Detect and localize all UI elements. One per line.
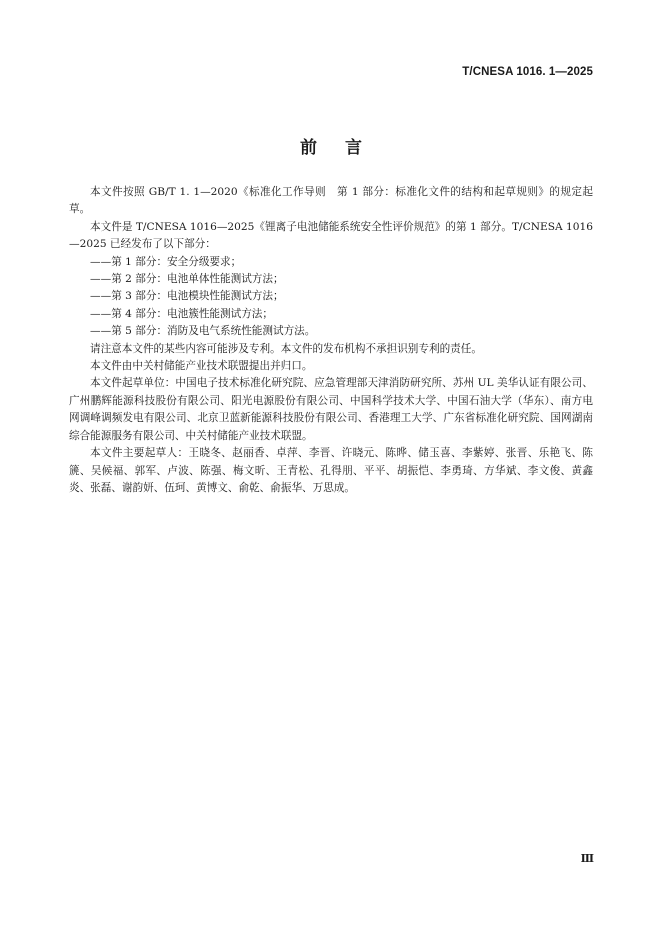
page-title: 前言 xyxy=(300,138,390,158)
list-item-part-1: ——第 1 部分：安全分级要求； xyxy=(90,255,242,268)
page-number: Ⅲ xyxy=(580,852,594,865)
list-item-part-5: ——第 5 部分：消防及电气系统性能测试方法。 xyxy=(90,325,316,338)
paragraph-drafting-units: 本文件起草单位：中国电子技术标准化研究院、应急管理部天津消防研究所、苏州 UL 美华认证有限公司、广州鹏辉能源科技股份有限公司、阳光电源股份有限公司、中国科学技术大学、中国石油大学（华东）、南方电网调峰调频发电有限公司、北京卫蓝新能源科技股份有限公司、香港理工大学、广东省标准化研究院、国网湖南综合能源服务有限公司、中关村储能产业技术联盟。 xyxy=(69,377,593,442)
paragraph-patent-notice: 请注意本文件的某些内容可能涉及专利。本文件的发布机构不承担识别专利的责任。 xyxy=(90,342,482,355)
document-code: T/CNESA 1016. 1—2025 xyxy=(462,66,593,78)
list-item-part-2: ——第 2 部分：电池单体性能测试方法； xyxy=(90,273,284,286)
paragraph-drafting-rules: 本文件按照 GB/T 1. 1—2020《标准化工作导则 第 1 部分：标准化文件的结构和起草规则》的规定起草。 xyxy=(69,186,593,216)
paragraph-proposer: 本文件由中关村储能产业技术联盟提出并归口。 xyxy=(90,360,313,373)
document-body xyxy=(69,184,593,497)
paragraph-drafters: 本文件主要起草人：王晓冬、赵丽香、卓萍、李晋、许晓元、陈晔、储玉喜、李紫婷、张晋、乐艳飞、陈篪、吴候福、郭军、卢波、陈强、梅文昕、王青松、孔得朋、平平、胡振恺、李勇琦、方华斌、李文俊、黄鑫炎、张磊、谢韵妍、伍珂、黄博文、俞乾、俞振华、万思成。 xyxy=(69,447,593,494)
list-item-part-3: ——第 3 部分：电池模块性能测试方法； xyxy=(90,290,284,303)
paragraph-part-intro: 本文件是 T/CNESA 1016—2025《锂离子电池储能系统安全性评价规范》的第 1 部分。T/CNESA 1016—2025 已经发布了以下部分： xyxy=(69,220,593,251)
list-item-part-4: ——第 4 部分：电池簇性能测试方法； xyxy=(90,307,273,320)
